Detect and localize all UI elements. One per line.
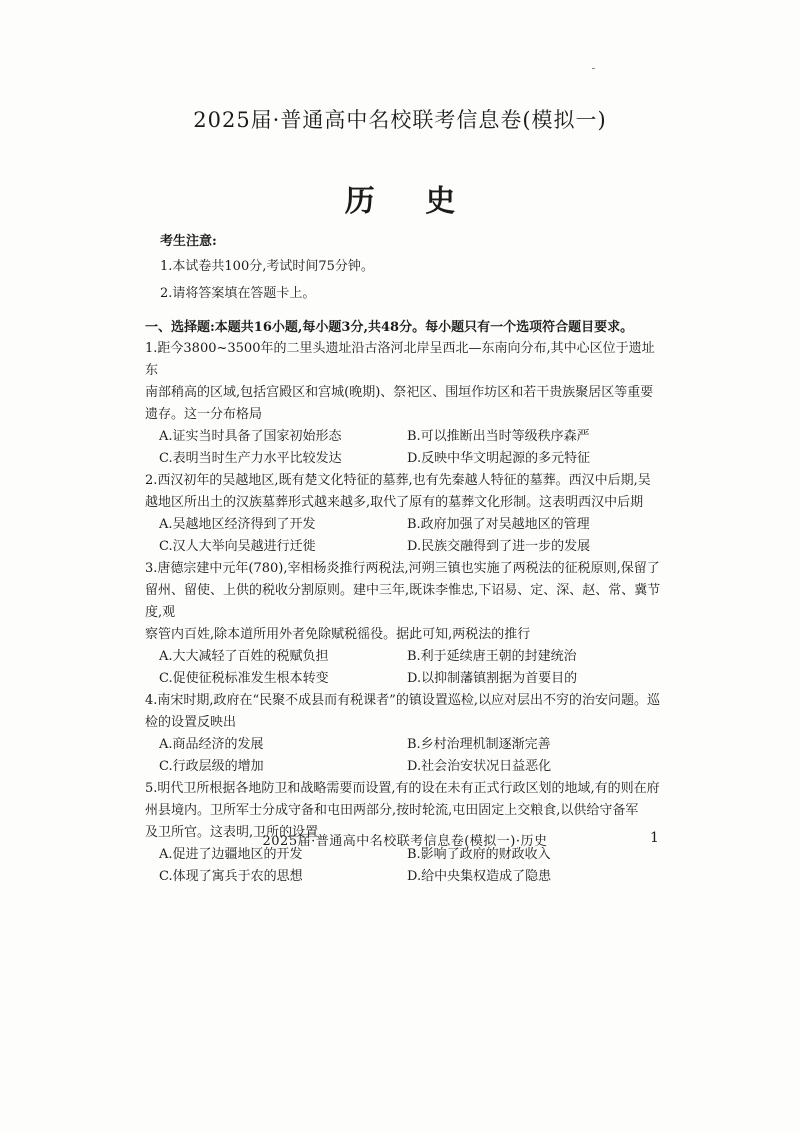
page-footer <box>145 830 665 849</box>
question-stem-line: 察管内百姓,除本道所用外者免除赋税徭役。据此可知,两税法的推行 <box>145 627 531 642</box>
question-stem-line: 南部稍高的区域,包括宫殿区和宫城(晚期)、祭祀区、围垣作坊区和若干贵族聚居区等重要 <box>145 385 654 400</box>
section-heading: 一、选择题:本题共16小题,每小题3分,共48分。每小题只有一个选项符合题目要求。 <box>145 320 634 335</box>
option-c: C.行政层级的增加 <box>159 759 264 774</box>
option-grid <box>145 844 665 888</box>
footer-text: 2025届·普通高中名校联考信息卷(模拟一)·历史 <box>262 834 548 849</box>
question-stem-line: 州县境内。卫所军士分成守备和屯田两部分,按时轮流,屯田固定上交粮食,以供给守备军 <box>145 803 639 818</box>
option-a: A.吴越地区经济得到了开发 <box>159 517 316 532</box>
question-stem-line: 留州、留使、上供的税收分割原则。建中三年,既诛李惟忠,下诏易、定、深、赵、常、冀节度,观 <box>145 583 661 620</box>
question-stem-line: 1.距今3800~3500年的二里头遗址沿古洛河北岸呈西北—东南向分布,其中心区位于遗址东 <box>145 341 655 378</box>
option-b: B.乡村治理机制逐渐完善 <box>407 737 551 752</box>
notice-title: 考生注意: <box>160 234 217 249</box>
scan-speck <box>592 68 595 69</box>
question-stem-line: 遗存。这一分布格局 <box>145 407 263 422</box>
notice-item: 1.本试卷共100分,考试时间75分钟。 <box>160 259 374 274</box>
option-d: D.反映中华文明起源的多元特征 <box>407 451 591 466</box>
question-3 <box>145 558 665 690</box>
option-c: C.促使征税标准发生根本转变 <box>159 671 329 686</box>
question-stem-line: 检的设置反映出 <box>145 715 237 730</box>
question-stem-line: 3.唐德宗建中元年(780),宰相杨炎推行两税法,河朔三镇也实施了两税法的征税原则,保留了 <box>145 561 660 576</box>
option-grid <box>145 514 665 558</box>
option-a: A.大大减轻了百姓的税赋负担 <box>159 649 329 664</box>
question-stem-line: 越地区所出土的汉族墓葬形式越来越多,取代了原有的墓葬文化形制。这表明西汉中后期 <box>145 495 644 510</box>
option-grid <box>145 734 665 778</box>
question-1 <box>145 338 665 470</box>
option-b: B.利于延续唐王朝的封建统治 <box>407 649 577 664</box>
option-b: B.影响了政府的财政收入 <box>407 847 551 862</box>
subject-title: 历 史 <box>344 184 476 219</box>
option-grid <box>145 646 665 690</box>
question-stem-line: 5.明代卫所根据各地防卫和战略需要而设置,有的设在未有正式行政区划的地域,有的则在府 <box>145 781 660 796</box>
question-stem-line: 及卫所官。这表明,卫所的设置 <box>145 825 319 840</box>
page-number: 1 <box>650 830 659 846</box>
option-d: D.社会治安状况日益恶化 <box>407 759 552 774</box>
option-d: D.给中央集权造成了隐患 <box>407 869 552 884</box>
option-c: C.体现了寓兵于农的思想 <box>159 869 303 884</box>
candidate-notice <box>160 230 660 309</box>
option-d: D.民族交融得到了进一步的发展 <box>407 539 591 554</box>
question-4 <box>145 690 665 778</box>
option-a: A.商品经济的发展 <box>159 737 264 752</box>
notice-item: 2.请将答案填在答题卡上。 <box>160 286 316 301</box>
question-stem-line: 4.南宋时期,政府在“民聚不成县而有税课者”的镇设置巡检,以应对层出不穷的治安问题。巡 <box>145 693 660 708</box>
question-list <box>145 338 665 888</box>
option-a: A.证实当时具备了国家初始形态 <box>159 429 342 444</box>
option-d: D.以抑制藩镇割据为首要目的 <box>407 671 578 686</box>
option-b: B.可以推断出当时等级秩序森严 <box>407 429 590 444</box>
exam-title: 2025届·普通高中名校联考信息卷(模拟一) <box>193 108 607 132</box>
option-b: B.政府加强了对吴越地区的管理 <box>407 517 590 532</box>
option-a: A.促进了边疆地区的开发 <box>159 847 303 862</box>
question-stem-line: 2.西汉初年的吴越地区,既有楚文化特征的墓葬,也有先秦越人特征的墓葬。西汉中后期,吴 <box>145 473 651 488</box>
option-c: C.汉人大举向吴越进行迁徙 <box>159 539 316 554</box>
option-c: C.表明当时生产力水平比较发达 <box>159 451 342 466</box>
option-grid <box>145 426 665 470</box>
question-2 <box>145 470 665 558</box>
